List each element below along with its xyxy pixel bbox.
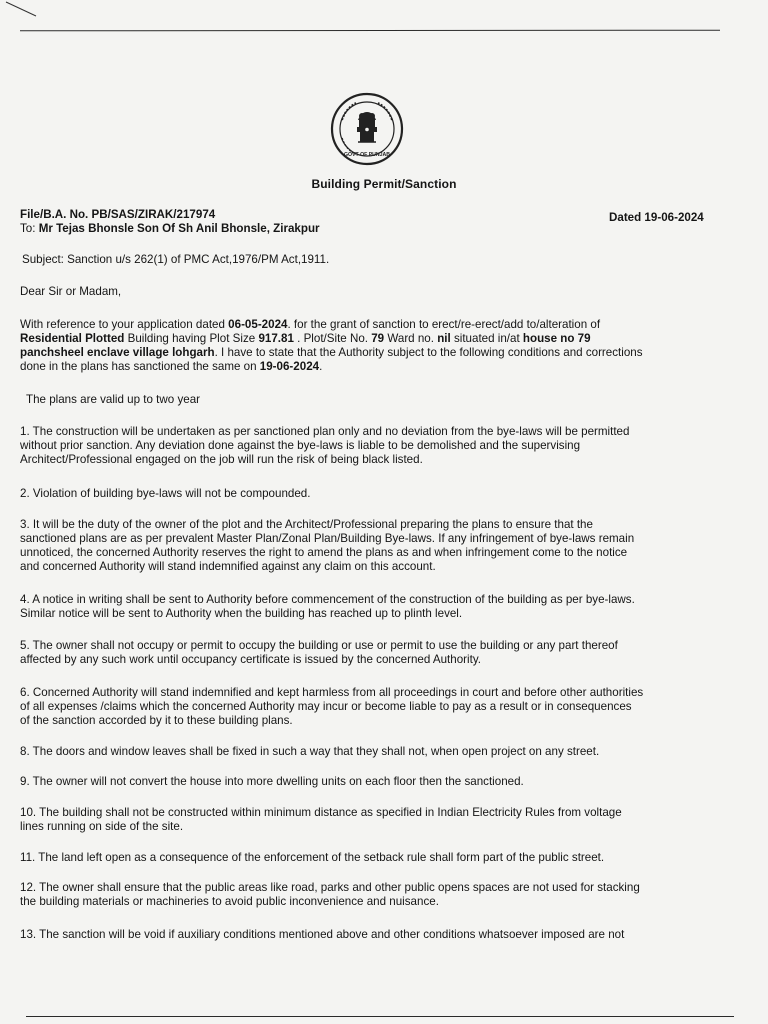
addressee-prefix: To: xyxy=(20,222,39,235)
application-date: 06-05-2024 xyxy=(228,318,288,331)
condition-item xyxy=(20,928,736,942)
condition-item xyxy=(20,745,736,759)
intro-text: situated in/at xyxy=(450,332,523,345)
intro-line-3 xyxy=(20,346,736,360)
intro-text: done in the plans has sanctioned the same on xyxy=(20,360,260,373)
dated-label: Dated 19-06-2024 xyxy=(609,211,704,224)
document-title: Building Permit/Sanction xyxy=(311,177,457,191)
condition-item xyxy=(20,806,736,834)
subject-line: Subject: Sanction u/s 262(1) of PMC Act,1976/PM Act,1911. xyxy=(22,253,330,266)
condition-line: 1. The construction will be undertaken as per sanctioned plan only and no deviation from the bye-laws will be permitted xyxy=(20,425,630,438)
address-house: house no 79 xyxy=(522,332,591,345)
bottom-divider xyxy=(26,1016,734,1017)
condition-line: the building materials or machineries to avoid public inconvenience and nuisance. xyxy=(20,895,439,908)
condition-line: 11. The land left open as a consequence of the enforcement of the setback rule shall form part of the public street. xyxy=(20,851,605,864)
intro-paragraph xyxy=(20,318,736,374)
condition-item xyxy=(20,593,736,621)
condition-line: 5. The owner shall not occupy or permit to occupy the building or use or permit to use the building or any part thereof xyxy=(20,639,618,652)
intro-text: Ward no. xyxy=(384,332,438,345)
condition-line: 13. The sanction will be void if auxiliary conditions mentioned above and other conditions whatsoever imposed are not xyxy=(20,928,625,941)
condition-item xyxy=(20,775,736,789)
condition-item xyxy=(20,881,736,909)
condition-line: 3. It will be the duty of the owner of the plot and the Architect/Professional preparing the plans to ensure that the xyxy=(20,518,593,531)
condition-line: of all expenses /claims which the concerned Authority may incur or become liable to pay as a result or in consequences xyxy=(20,700,632,713)
condition-item xyxy=(20,851,736,865)
condition-line: of the sanction accorded by it to these building plans. xyxy=(20,714,293,727)
condition-item xyxy=(20,487,736,501)
building-type: Residential Plotted xyxy=(20,332,125,345)
state-emblem-seal xyxy=(328,90,406,168)
ward-number: nil xyxy=(437,332,451,345)
validity-note: The plans are valid up to two year xyxy=(26,393,201,406)
plot-number: 79 xyxy=(371,332,385,345)
intro-text: Building having Plot Size xyxy=(124,332,259,345)
condition-item xyxy=(20,518,736,574)
intro-text: . xyxy=(319,360,323,373)
intro-line-4 xyxy=(20,360,736,374)
condition-line: lines running on side of the site. xyxy=(20,820,184,833)
condition-item xyxy=(20,425,736,467)
corner-pen-mark xyxy=(4,0,38,18)
top-divider xyxy=(20,30,720,32)
condition-line: unnoticed, the concerned Authority reserves the right to amend the plans as and when infringement come to the notice xyxy=(20,546,628,559)
addressee-name: Mr Tejas Bhonsle Son Of Sh Anil Bhonsle, Zirakpur xyxy=(38,222,320,235)
condition-item xyxy=(20,686,736,728)
condition-item xyxy=(20,639,736,667)
condition-line: 8. The doors and window leaves shall be fixed in such a way that they shall not, when open project on any street. xyxy=(20,745,600,758)
address-locality: panchsheel enclave village lohgarh xyxy=(20,346,215,359)
condition-line: without prior sanction. Any deviation done against the bye-laws is liable to be demolished and the supervising xyxy=(20,439,581,452)
condition-line: 10. The building shall not be constructed within minimum distance as specified in Indian Electricity Rules from voltage xyxy=(20,806,622,819)
intro-text: . I have to state that the Authority subject to the following conditions and corrections xyxy=(214,346,643,359)
salutation: Dear Sir or Madam, xyxy=(20,285,122,298)
sanction-date: 19-06-2024 xyxy=(259,360,320,373)
condition-line: 4. A notice in writing shall be sent to Authority before commencement of the construction of the building as per bye-laws. xyxy=(20,593,635,606)
plot-size: 917.81 xyxy=(258,332,294,345)
intro-text: . for the grant of sanction to erect/re-erect/add to/alteration of xyxy=(287,318,601,331)
condition-line: and concerned Authority will stand indemnified against any claim on this account. xyxy=(20,560,436,573)
intro-line-1 xyxy=(20,318,736,332)
condition-line: sanctioned plans are as per prevalent Master Plan/Zonal Plan/Building Bye-laws. If any infringement of bye-laws remain xyxy=(20,532,635,545)
intro-text: With reference to your application dated xyxy=(20,318,229,331)
addressee xyxy=(20,222,320,236)
condition-line: 2. Violation of building bye-laws will not be compounded. xyxy=(20,487,311,500)
condition-line: Similar notice will be sent to Authority when the building has reached up to plinth level. xyxy=(20,607,463,620)
intro-line-2 xyxy=(20,332,736,346)
condition-line: 12. The owner shall ensure that the public areas like road, parks and other public opens spaces are not used for stacking xyxy=(20,881,640,894)
condition-line: Architect/Professional engaged on the job will run the risk of being black listed. xyxy=(20,453,423,466)
file-number: File/B.A. No. PB/SAS/ZIRAK/217974 xyxy=(20,208,216,221)
condition-line: affected by any such work until occupancy certificate is issued by the concerned Authority. xyxy=(20,653,481,666)
condition-line: 6. Concerned Authority will stand indemnified and kept harmless from all proceedings in court and before other authorities xyxy=(20,686,644,699)
emblem-text: GOVT OF PUNJAB xyxy=(343,152,391,158)
condition-line: 9. The owner will not convert the house into more dwelling units on each floor then the sanctioned. xyxy=(20,775,524,788)
intro-text: . Plot/Site No. xyxy=(293,332,372,345)
